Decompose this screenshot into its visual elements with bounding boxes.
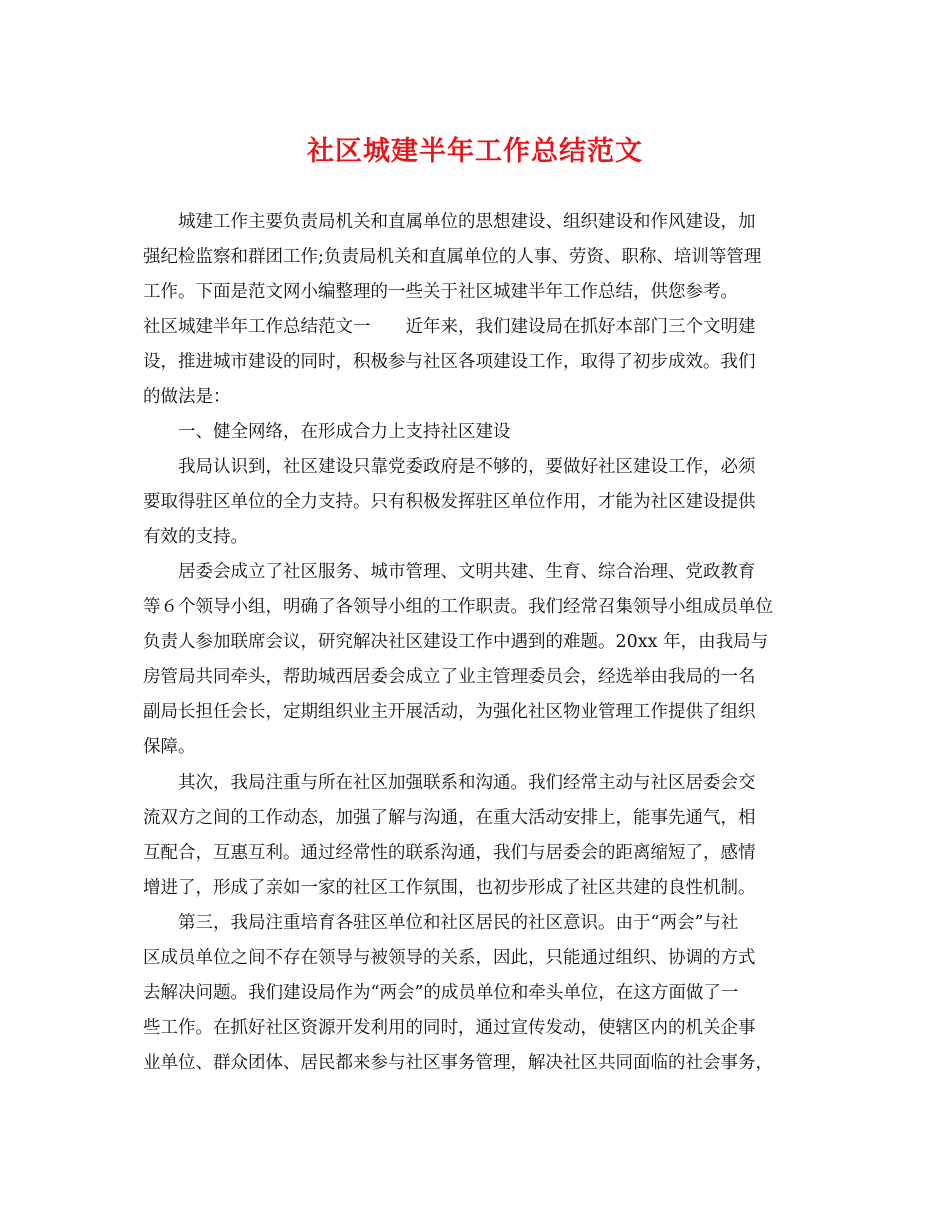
paragraph-line: 其次，我局注重与所在社区加强联系和沟通。我们经常主动与社区居委会交 (178, 773, 756, 793)
paragraph-line: 去解决问题。我们建设局作为“两会”的成员单位和牵头单位，在这方面做了一 (143, 983, 739, 1003)
paragraph-line: 的做法是： (143, 387, 231, 407)
paragraph-line: 区成员单位之间不存在领导与被领导的关系，因此，只能通过组织、协调的方式 (143, 948, 756, 968)
paragraph-line: 工作。下面是范文网小编整理的一些关于社区城建半年工作总结，供您参考。 (143, 282, 738, 302)
paragraph-line: 设，推进城市建设的同时，积极参与社区各项建设工作，取得了初步成效。我们 (143, 352, 756, 372)
paragraph-line: 负责人参加联席会议，研究解决社区建设工作中遇到的难题。20xx 年，由我局与 (143, 632, 769, 652)
paragraph-line: 互配合，互惠互利。通过经常性的联系沟通，我们与居委会的距离缩短了，感情 (143, 843, 756, 863)
paragraph-line: 社区城建半年工作总结范文一 近年来，我们建设局在抓好本部门三个文明建 (143, 317, 756, 337)
paragraph-line: 我局认识到，社区建设只靠党委政府是不够的，要做好社区建设工作，必须 (178, 457, 756, 477)
paragraph-line: 些工作。在抓好社区资源开发利用的同时，通过宣传发动，使辖区内的机关企事 (143, 1018, 756, 1038)
paragraph-line: 等６个领导小组，明确了各领导小组的工作职责。我们经常召集领导小组成员单位 (143, 597, 773, 617)
document-title: 社区城建半年工作总结范文 (307, 136, 643, 167)
paragraph-line: 保障。 (143, 737, 196, 757)
paragraph-line: 增进了，形成了亲如一家的社区工作氛围，也初步形成了社区共建的良性机制。 (143, 878, 756, 898)
paragraph-line: 房管局共同牵头，帮助城西居委会成立了业主管理委员会，经选举由我局的一名 (143, 667, 756, 687)
paragraph-line: 第三，我局注重培育各驻区单位和社区居民的社区意识。由于“两会”与社 (178, 913, 739, 933)
paragraph-line: 有效的支持。 (143, 527, 248, 547)
paragraph-line: 城建工作主要负责局机关和直属单位的思想建设、组织建设和作风建设，加 (178, 212, 756, 232)
section-heading: 一、健全网络，在形成合力上支持社区建设 (178, 422, 511, 442)
paragraph-line: 流双方之间的工作动态，加强了解与沟通，在重大活动安排上，能事先通气，相 (143, 808, 756, 828)
paragraph-line: 强纪检监察和群团工作;负责局机关和直属单位的人事、劳资、职称、培训等管理 (143, 247, 762, 267)
paragraph-line: 居委会成立了社区服务、城市管理、文明共建、生育、综合治理、党政教育 (178, 562, 756, 582)
paragraph-line: 要取得驻区单位的全力支持。只有积极发挥驻区单位作用，才能为社区建设提供 (143, 492, 756, 512)
paragraph-line: 副局长担任会长，定期组织业主开展活动，为强化社区物业管理工作提供了组织 (143, 702, 756, 722)
paragraph-line: 业单位、群众团体、居民都来参与社区事务管理，解决社区共同面临的社会事务， (143, 1053, 773, 1073)
